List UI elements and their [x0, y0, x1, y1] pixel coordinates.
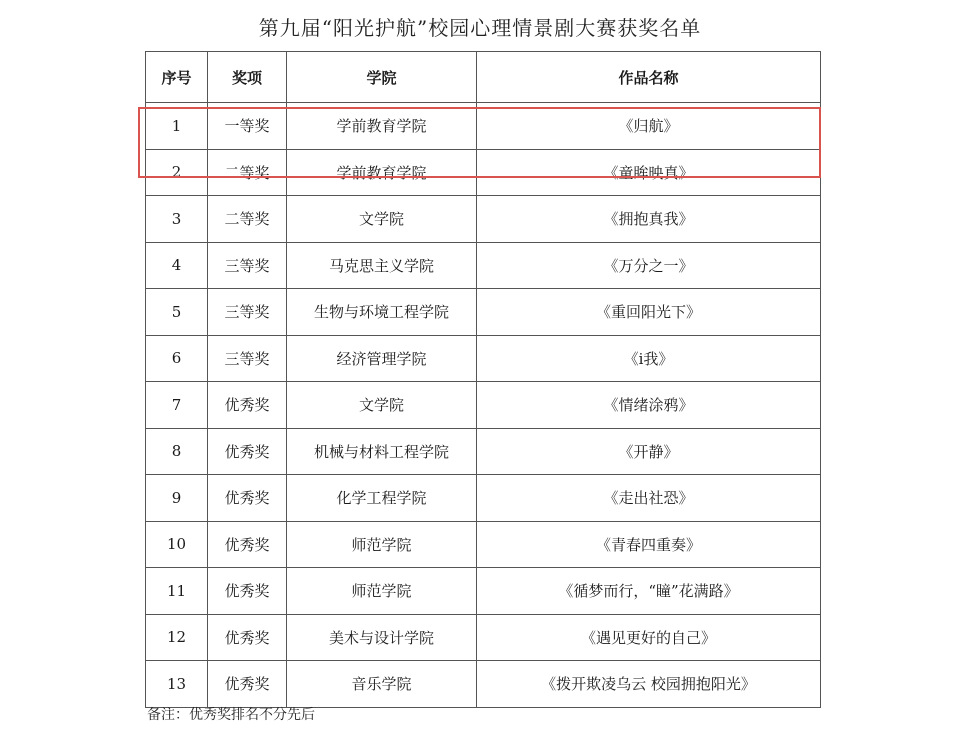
college-cell: 化学工程学院: [287, 475, 477, 522]
row-number-cell: 7: [146, 382, 208, 429]
award-cell: 三等奖: [208, 289, 287, 336]
award-cell: 三等奖: [208, 242, 287, 289]
table-row: [146, 149, 821, 196]
college-cell: 美术与设计学院: [287, 614, 477, 661]
work-title-cell: 《拥抱真我》: [477, 196, 821, 243]
table-row: [146, 475, 821, 522]
row-number-cell: 6: [146, 335, 208, 382]
row-number-cell: 4: [146, 242, 208, 289]
row-number-cell: 8: [146, 428, 208, 475]
table-row: [146, 103, 821, 150]
college-cell: 生物与环境工程学院: [287, 289, 477, 336]
college-cell: 学前教育学院: [287, 149, 477, 196]
table-row: [146, 521, 821, 568]
work-title-cell: 《开静》: [477, 428, 821, 475]
table-row: [146, 428, 821, 475]
row-number-cell: 9: [146, 475, 208, 522]
award-cell: 优秀奖: [208, 614, 287, 661]
award-cell: 二等奖: [208, 196, 287, 243]
row-number-cell: 3: [146, 196, 208, 243]
table-row: [146, 568, 821, 615]
table-row: [146, 614, 821, 661]
table-row: [146, 335, 821, 382]
college-cell: 学前教育学院: [287, 103, 477, 150]
award-cell: 优秀奖: [208, 568, 287, 615]
column-header-award: 奖项: [208, 52, 287, 103]
work-title-cell: 《遇见更好的自己》: [477, 614, 821, 661]
row-number-cell: 2: [146, 149, 208, 196]
table-row: [146, 242, 821, 289]
award-cell: 三等奖: [208, 335, 287, 382]
footnote: 备注：优秀奖排名不分先后: [147, 707, 315, 723]
award-cell: 优秀奖: [208, 428, 287, 475]
awards-table: [145, 51, 821, 708]
page-title: 第九届“阳光护航”校园心理情景剧大赛获奖名单: [258, 16, 702, 40]
work-title-cell: 《青春四重奏》: [477, 521, 821, 568]
row-number-cell: 1: [146, 103, 208, 150]
award-cell: 优秀奖: [208, 661, 287, 708]
college-cell: 师范学院: [287, 521, 477, 568]
table-row: [146, 196, 821, 243]
table-header-row: [146, 52, 821, 103]
college-cell: 经济管理学院: [287, 335, 477, 382]
work-title-cell: 《i我》: [477, 335, 821, 382]
college-cell: 机械与材料工程学院: [287, 428, 477, 475]
column-header-college: 学院: [287, 52, 477, 103]
row-number-cell: 5: [146, 289, 208, 336]
award-cell: 优秀奖: [208, 382, 287, 429]
work-title-cell: 《走出社恐》: [477, 475, 821, 522]
award-cell: 优秀奖: [208, 521, 287, 568]
college-cell: 文学院: [287, 382, 477, 429]
award-cell: 优秀奖: [208, 475, 287, 522]
work-title-cell: 《童眸映真》: [477, 149, 821, 196]
column-header-no: 序号: [146, 52, 208, 103]
work-title-cell: 《情绪涂鸦》: [477, 382, 821, 429]
table-row: [146, 661, 821, 708]
college-cell: 师范学院: [287, 568, 477, 615]
table-row: [146, 289, 821, 336]
award-cell: 一等奖: [208, 103, 287, 150]
row-number-cell: 10: [146, 521, 208, 568]
work-title-cell: 《循梦而行，“瞳”花满路》: [477, 568, 821, 615]
row-number-cell: 11: [146, 568, 208, 615]
college-cell: 音乐学院: [287, 661, 477, 708]
column-header-work: 作品名称: [477, 52, 821, 103]
work-title-cell: 《归航》: [477, 103, 821, 150]
row-number-cell: 12: [146, 614, 208, 661]
work-title-cell: 《万分之一》: [477, 242, 821, 289]
row-number-cell: 13: [146, 661, 208, 708]
college-cell: 文学院: [287, 196, 477, 243]
work-title-cell: 《重回阳光下》: [477, 289, 821, 336]
work-title-cell: 《拨开欺凌乌云 校园拥抱阳光》: [477, 661, 821, 708]
award-cell: 二等奖: [208, 149, 287, 196]
table-row: [146, 382, 821, 429]
college-cell: 马克思主义学院: [287, 242, 477, 289]
